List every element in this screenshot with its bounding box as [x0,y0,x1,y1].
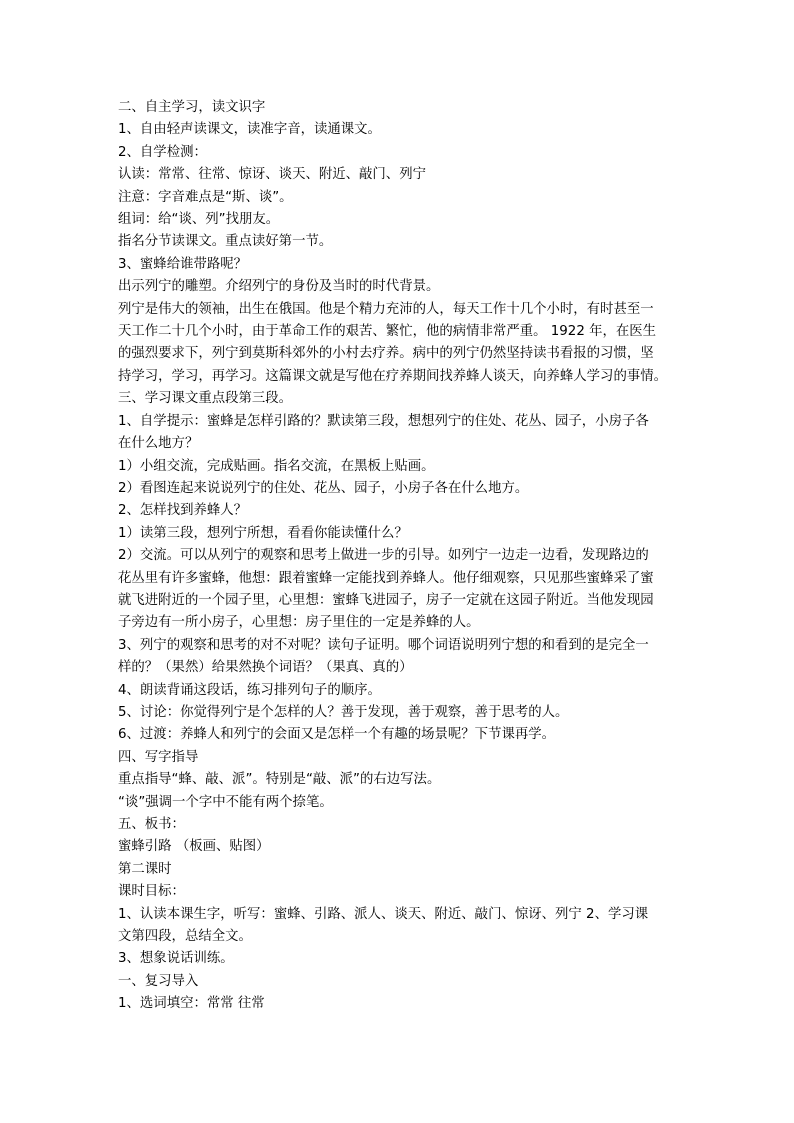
text-line: 课时目标： [118,884,185,900]
section-heading: 五、板书： [118,817,185,832]
text-line: 5、讨论：你觉得列宁是个怎样的人？善于发现，善于观察，善于思考的人。 [118,704,569,720]
text-line: 2）交流。可以从列宁的观察和思考上做进一步的引导。如列宁一边走一边看，发现路边的 [118,548,649,564]
text-line: 花丛里有许多蜜蜂，他想：跟着蜜蜂一定能找到养蜂人。他仔细观察，只见那些蜜蜂采了蜜 [118,570,654,586]
text-line: 列宁是伟大的领袖，出生在俄国。他是个精力充沛的人，每天工作十几个小时，有时甚至一 [118,301,654,317]
document-page [118,97,678,1016]
text-line: 1、选词填空：常常 往常 [118,996,265,1012]
text-line: 的强烈要求下，列宁到莫斯科郊外的小村去疗养。病中的列宁仍然坚持读书看报的习惯，坚 [118,346,654,362]
section-heading: 一、复习导入 [118,973,199,989]
text-line: 指名分节读课文。重点读好第一节。 [118,234,333,250]
text-line: 天工作二十几个小时，由于革命工作的艰苦、繁忙，他的病情非常严重。 1922 年，在医生 [118,324,657,340]
text-line: 1、自学提示：蜜蜂是怎样引路的？默读第三段，想想列宁的住处、花丛、园子，小房子各 [118,413,649,429]
text-line: 重点指导“蜂、敲、派”。特别是“敲、派”的右边写法。 [118,772,441,788]
text-line: 注意：字音难点是“斯、谈”。 [118,189,293,205]
text-line: 样的？（果然）给果然换个词语？（果真、真的） [118,660,413,676]
text-line: 就飞进附近的一个园子里，心里想：蜜蜂飞进园子，房子一定就在这园子附近。当他发现园 [118,592,654,608]
text-line: 1）读第三段，想列宁所想，看看你能读懂什么？ [118,525,408,541]
text-line: 2、怎样找到养蜂人？ [118,503,248,519]
text-line: 3、列宁的观察和思考的对不对呢？读句子证明。哪个词语说明列宁想的和看到的是完全一 [118,637,649,653]
text-line: 2、自学检测： [118,144,207,160]
text-line: 2）看图连起来说说列宁的住处、花丛、园子，小房子各在什么地方。 [118,480,529,496]
text-line: 文第四段，总结全文。 [118,929,252,945]
text-line: 3、想象说话训练。 [118,951,234,967]
text-line: 蜜蜂引路 （板画、贴图） [118,839,270,855]
text-line: 子旁边有一所小房子，心里想：房子里住的一定是养蜂的人。 [118,615,480,631]
text-line: 在什么地方？ [118,436,199,452]
text-line: 1）小组交流，完成贴画。指名交流，在黑板上贴画。 [118,458,435,474]
section-heading: 三、学习课文重点段第三段。 [118,391,293,407]
text-line: 认读：常常、往常、惊讶、谈天、附近、敲门、列宁 [118,167,426,183]
text-line: 3、蜜蜂给谁带路呢？ [118,256,248,272]
text-line: 持学习，学习，再学习。这篇课文就是写他在疗养期间找养蜂人谈天，向养蜂人学习的事情。 [118,368,668,384]
text-line: 第二课时 [118,861,172,877]
text-line: 6、过渡：养蜂人和列宁的会面又是怎样一个有趣的场景呢？下节课再学。 [118,727,556,743]
section-heading: 四、写字指导 [118,749,199,765]
text-line: 4、朗读背诵这段话，练习排列句子的顺序。 [118,682,381,698]
text-line: 1、认读本课生字，听写：蜜蜂、引路、派人、谈天、附近、敲门、惊讶、列宁 2、学习课 [118,906,649,922]
text-line: 出示列宁的雕塑。介绍列宁的身份及当时的时代背景。 [118,279,440,295]
section-heading: 二、自主学习，读文识字 [118,100,266,115]
text-line: 1、自由轻声读课文，读准字音，读通课文。 [118,122,381,138]
text-line: 组词：给“谈、列”找朋友。 [118,212,280,228]
text-line: “谈”强调一个字中不能有两个捺笔。 [118,794,333,810]
